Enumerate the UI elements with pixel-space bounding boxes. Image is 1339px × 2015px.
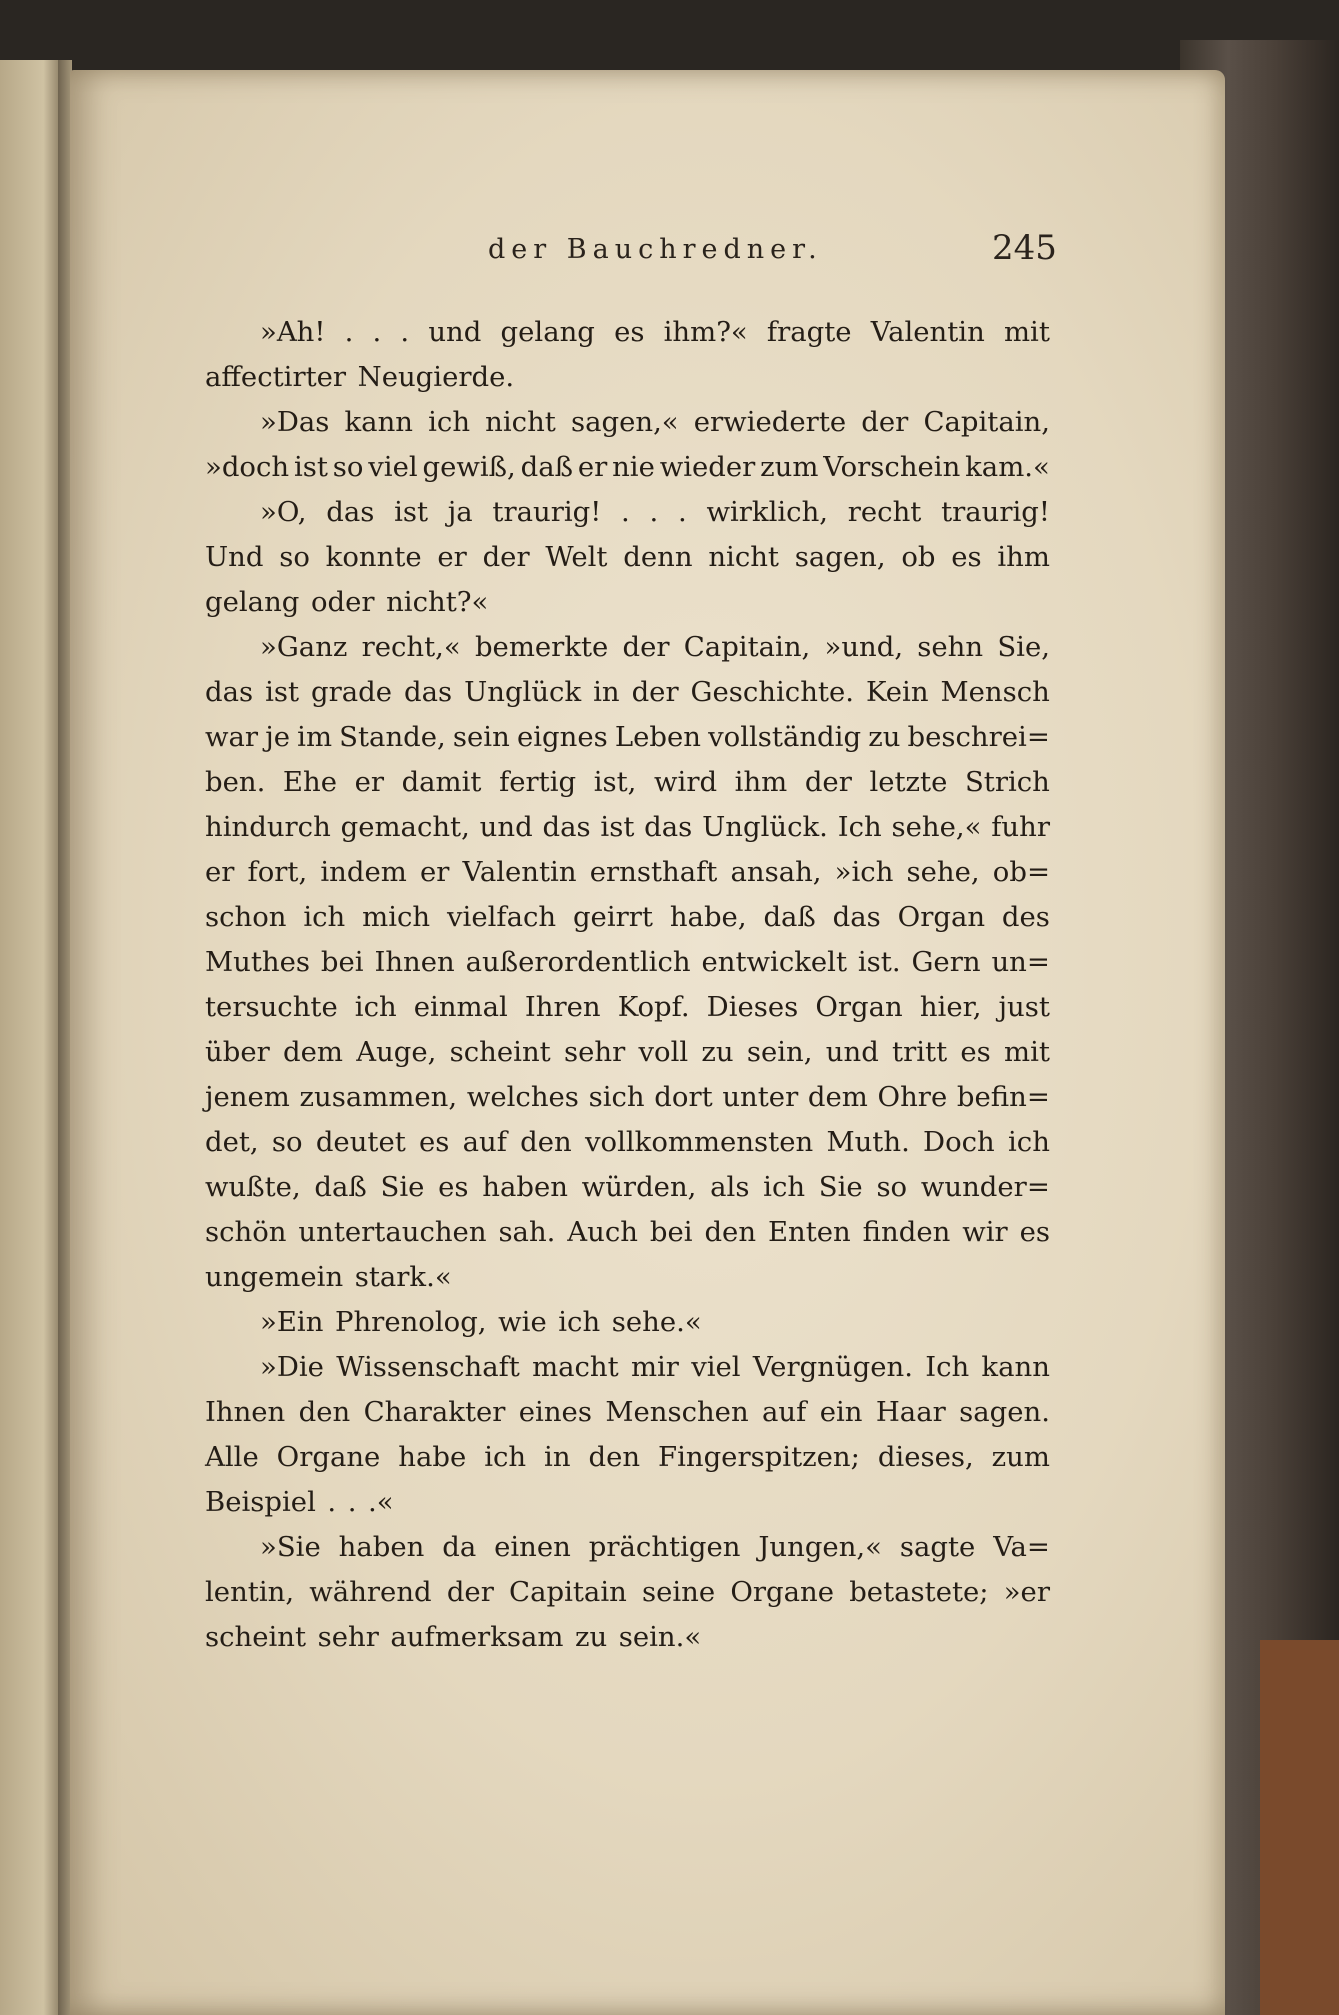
word: sah. (498, 1216, 556, 1248)
word: außerordentlich (465, 946, 691, 978)
word: Organe (276, 1441, 381, 1473)
word: zu (701, 1036, 734, 1068)
word: Valentin (462, 856, 577, 888)
word: Unglück. (702, 811, 828, 843)
word: kam.« (965, 451, 1050, 483)
word: ich (1008, 1126, 1050, 1158)
word: »Ah! (260, 316, 326, 348)
word: Auge, (356, 1036, 437, 1068)
word: Enten (767, 1216, 851, 1248)
word: . (327, 1486, 337, 1518)
word: so (279, 541, 310, 573)
word: geirrt (572, 901, 653, 933)
word: und (428, 316, 482, 348)
word: wußte, (205, 1171, 301, 1203)
text-line (205, 1390, 1050, 1435)
word: wird (653, 766, 718, 798)
word: sehn (917, 631, 984, 663)
word: fertig (499, 766, 577, 798)
text-line (205, 310, 1050, 355)
page-number: 245 (992, 228, 1057, 268)
word: Gern (911, 946, 981, 978)
word: mir (630, 1351, 679, 1383)
word: das (832, 901, 881, 933)
text-line (205, 445, 1050, 490)
text-line (205, 1435, 1050, 1480)
word: prächtigen (588, 1531, 741, 1563)
text-line (205, 1120, 1050, 1165)
word: ungemein (205, 1261, 344, 1293)
word: Beispiel (205, 1486, 316, 1518)
word: habe, (669, 901, 747, 933)
word: Doch (923, 1126, 995, 1158)
word: eines (518, 1396, 592, 1428)
word: auf (762, 1396, 807, 1428)
word: ich (763, 1171, 806, 1203)
word: stark.« (354, 1261, 452, 1293)
word: Organe (730, 1576, 835, 1608)
word: Ihren (524, 991, 601, 1023)
word: so (332, 451, 364, 483)
word: . (372, 316, 382, 348)
word: jenem (205, 1081, 290, 1113)
word: recht,« (361, 631, 461, 663)
word: »und, (824, 631, 904, 663)
word: eignes (516, 721, 608, 753)
word: des (1001, 901, 1050, 933)
word: dem (807, 1081, 868, 1113)
word: . (344, 316, 354, 348)
word: »Ein (260, 1306, 324, 1338)
word: sagen. (959, 1396, 1050, 1428)
word: affectirter (205, 361, 347, 393)
text-line (205, 1570, 1050, 1615)
word: tritt (892, 1036, 948, 1068)
word: deutet (315, 1126, 406, 1158)
word: er (437, 541, 467, 573)
word: Neugierde. (357, 361, 515, 393)
word: welches (466, 1081, 579, 1113)
word: Ihnen (374, 946, 455, 978)
word: ich (303, 901, 346, 933)
word: sein (452, 721, 510, 753)
word: ist (394, 496, 429, 528)
word: »er (1003, 1576, 1050, 1608)
word: der (804, 766, 852, 798)
word: Stande, (339, 721, 446, 753)
running-head (0, 228, 1339, 278)
word: Kopf. (617, 991, 690, 1023)
word: Ich (837, 811, 882, 843)
running-head-title: der Bauchredner. (488, 234, 823, 265)
text-line (205, 1525, 1050, 1570)
word: Dieses (706, 991, 799, 1023)
word: Menschen (605, 1396, 749, 1428)
word: . (400, 316, 410, 348)
text-line (205, 580, 1050, 625)
word: damit (401, 766, 482, 798)
text-line (205, 1300, 1050, 1345)
word: aufmerksam (390, 1621, 564, 1653)
word: oder (310, 586, 375, 618)
word: nicht?« (386, 586, 489, 618)
word: wunder= (920, 1171, 1050, 1203)
word: in (593, 676, 620, 708)
word: Alle (205, 1441, 259, 1473)
word: ihm (997, 541, 1050, 573)
word: . (649, 496, 659, 528)
word: Capitain, (683, 631, 811, 663)
word: gemacht, (340, 811, 470, 843)
word: Vergnügen. (752, 1351, 913, 1383)
word: »Sie (260, 1531, 321, 1563)
word: »ich (834, 856, 894, 888)
word: Unglück (464, 676, 582, 708)
word: das (326, 496, 375, 528)
word: mich (362, 901, 431, 933)
word: je (265, 721, 291, 753)
word: bemerkte (474, 631, 609, 663)
word: er (354, 766, 384, 798)
text-line (205, 1255, 1050, 1300)
word: es (1019, 1216, 1050, 1248)
word: letzte (869, 766, 948, 798)
word: dieses, (877, 1441, 974, 1473)
word: sagte (899, 1531, 976, 1563)
word: Strich (964, 766, 1050, 798)
word: wieder (659, 451, 756, 483)
word: der (622, 631, 670, 663)
word: über (205, 1036, 270, 1068)
word: Fingerspitzen; (657, 1441, 860, 1473)
word: Sie (818, 1171, 863, 1203)
word: sich (588, 1081, 645, 1113)
word: Jungen,« (758, 1531, 882, 1563)
word: ist. (857, 946, 901, 978)
word: »doch (205, 451, 290, 483)
word: den (588, 1441, 641, 1473)
word: recht (847, 496, 922, 528)
word: ist, (593, 766, 637, 798)
word: wirklich, (706, 496, 829, 528)
word: während (309, 1576, 432, 1608)
word: kann (981, 1351, 1050, 1383)
word: . (347, 1486, 357, 1518)
word: ob (901, 541, 936, 573)
text-line (205, 1210, 1050, 1255)
word: viel (368, 451, 418, 483)
word: Va= (993, 1531, 1050, 1563)
word: einen (494, 1531, 571, 1563)
word: wie (498, 1306, 547, 1338)
word: würden, (581, 1171, 697, 1203)
word: macht (532, 1351, 619, 1383)
word: schon (205, 901, 287, 933)
word: der (861, 406, 909, 438)
word: so (271, 1126, 303, 1158)
text-line (205, 850, 1050, 895)
word: Mensch (940, 676, 1050, 708)
word: ihm (734, 766, 788, 798)
word: das (644, 811, 693, 843)
word: Ich (925, 1351, 970, 1383)
word: da (442, 1531, 477, 1563)
word: mit (1004, 1036, 1050, 1068)
word: habe (398, 1441, 467, 1473)
word: vielfach (447, 901, 557, 933)
word: just (998, 991, 1050, 1023)
word: lentin, (205, 1576, 295, 1608)
word: und (825, 1036, 879, 1068)
word: .« (368, 1486, 394, 1518)
word: unter (722, 1081, 799, 1113)
text-line (205, 715, 1050, 760)
word: das (403, 676, 453, 708)
word: ja (447, 496, 473, 528)
word: er (419, 856, 450, 888)
word: nie (612, 451, 655, 483)
word: konnte (325, 541, 422, 573)
word: Muthes (205, 946, 311, 978)
word: es (614, 316, 645, 348)
word: Haar (875, 1396, 946, 1428)
word: es (419, 1126, 450, 1158)
facing-page-edge (0, 60, 62, 2015)
word: zusammen, (299, 1081, 458, 1113)
word: in (544, 1441, 571, 1473)
text-line (205, 355, 1050, 400)
word: haben (338, 1531, 425, 1563)
word: der (446, 1576, 494, 1608)
word: fort, (247, 856, 308, 888)
text-line (205, 985, 1050, 1030)
word: ich (354, 991, 397, 1023)
text-line (205, 400, 1050, 445)
word: gelang (205, 586, 300, 618)
word: mit (1003, 316, 1050, 348)
word: nicht (708, 541, 779, 573)
word: grade (311, 676, 393, 708)
word: Und (205, 541, 264, 573)
word: . (677, 496, 687, 528)
word: Capitain (509, 1576, 627, 1608)
word: und (479, 811, 533, 843)
word: er (577, 451, 608, 483)
text-line (205, 1345, 1050, 1390)
word: Sie (380, 1171, 425, 1203)
text-line (205, 940, 1050, 985)
word: dem (283, 1036, 343, 1068)
word: ist (600, 811, 635, 843)
word: als (710, 1171, 750, 1203)
word: . (621, 496, 630, 528)
word: sehr (317, 1621, 379, 1653)
word: Organ (897, 901, 986, 933)
word: hindurch (205, 811, 331, 843)
word: kann (344, 406, 413, 438)
word: auf (462, 1126, 507, 1158)
word: Ihnen (205, 1396, 286, 1428)
word: entwickelt (701, 946, 848, 978)
word: det, (205, 1126, 259, 1158)
word: der (631, 676, 679, 708)
word: Geschichte. (690, 676, 854, 708)
text-line (205, 895, 1050, 940)
word: traurig! (492, 496, 602, 528)
word: es (951, 541, 982, 573)
word: das (205, 676, 254, 708)
word: scheint (205, 1621, 307, 1653)
word: nicht (485, 406, 556, 438)
word: betastete; (849, 1576, 989, 1608)
word: fragte (766, 316, 852, 348)
word: untertauchen (298, 1216, 487, 1248)
word: daß (314, 1171, 367, 1203)
word: »O, (260, 496, 307, 528)
text-line (205, 805, 1050, 850)
word: ein (819, 1396, 863, 1428)
word: finden (862, 1216, 951, 1248)
text-line (205, 1480, 1050, 1525)
word: ansah, (730, 856, 822, 888)
text-line (205, 760, 1050, 805)
word: Phrenolog, (334, 1306, 487, 1338)
word: daß (520, 451, 573, 483)
word: haben (482, 1171, 568, 1203)
word: zu (868, 721, 901, 753)
text-line (205, 670, 1050, 715)
word: Capitain, (923, 406, 1050, 438)
word: er (205, 856, 235, 888)
word: Ohre (877, 1081, 948, 1113)
word: sein, (746, 1036, 813, 1068)
word: Muth. (826, 1126, 910, 1158)
word: Ehe (282, 766, 337, 798)
word: viel (691, 1351, 741, 1383)
text-line (205, 1030, 1050, 1075)
word: Kein (865, 676, 929, 708)
word: so (876, 1171, 908, 1203)
word: es (960, 1036, 991, 1068)
word: ist (293, 451, 328, 483)
word: ist (265, 676, 300, 708)
word: gewiß, (422, 451, 516, 483)
word: Wissenschaft (336, 1351, 520, 1383)
word: traurig! (941, 496, 1050, 528)
word: bei (649, 1216, 693, 1248)
word: denn (623, 541, 693, 573)
word: ich (484, 1441, 527, 1473)
word: un= (991, 946, 1050, 978)
word: wir (962, 1216, 1008, 1248)
word: sehe.« (611, 1306, 702, 1338)
word: dort (654, 1081, 713, 1113)
word: schön (205, 1216, 287, 1248)
word: tersuchte (205, 991, 338, 1023)
word: zum (991, 1441, 1050, 1473)
text-line (205, 535, 1050, 580)
word: hier, (919, 991, 982, 1023)
word: »Die (260, 1351, 324, 1383)
word: fuhr (991, 811, 1050, 843)
word: indem (320, 856, 407, 888)
word: es (438, 1171, 469, 1203)
text-line (205, 490, 1050, 535)
word: zu (574, 1621, 608, 1653)
word: Welt (545, 541, 608, 573)
word: sagen, (794, 541, 886, 573)
word: ob= (992, 856, 1050, 888)
word: beschrei= (907, 721, 1050, 753)
word: Charakter (363, 1396, 506, 1428)
word: voll (638, 1036, 689, 1068)
word: ernsthaft (589, 856, 718, 888)
word: seine (642, 1576, 716, 1608)
word: zum (760, 451, 819, 483)
word: Sie, (997, 631, 1050, 663)
word: sehe, (906, 856, 980, 888)
word: sagen,« (570, 406, 679, 438)
word: sein.« (618, 1621, 702, 1653)
word: scheint (449, 1036, 551, 1068)
word: ben. (205, 766, 266, 798)
word: den (298, 1396, 351, 1428)
word: Auch (567, 1216, 638, 1248)
text-line (205, 1615, 1050, 1660)
word: Valentin (870, 316, 985, 348)
word: gelang (500, 316, 595, 348)
word: im (297, 721, 333, 753)
word: daß (763, 901, 816, 933)
word: war (205, 721, 259, 753)
word: Organ (815, 991, 903, 1023)
word: das (542, 811, 591, 843)
word: vollständig (708, 721, 862, 753)
text-line (205, 625, 1050, 670)
word: vollkommensten (585, 1126, 814, 1158)
word: den (520, 1126, 572, 1158)
word: der (482, 541, 530, 573)
word: sehr (563, 1036, 626, 1068)
word: den (704, 1216, 757, 1248)
word: einmal (413, 991, 508, 1023)
text-line (205, 1075, 1050, 1120)
word: Vorschein (823, 451, 961, 483)
word: bei (320, 946, 364, 978)
word: »Das (260, 406, 330, 438)
word: Leben (614, 721, 701, 753)
word: ich (428, 406, 471, 438)
word: sehe,« (891, 811, 982, 843)
word: ich (558, 1306, 601, 1338)
word: befin= (956, 1081, 1050, 1113)
book-cover-leather-corner (1260, 1640, 1339, 2015)
word: »Ganz (260, 631, 348, 663)
text-line (205, 1165, 1050, 1210)
body-text (205, 310, 1050, 1660)
word: erwiederte (693, 406, 847, 438)
word: ihm?« (663, 316, 748, 348)
